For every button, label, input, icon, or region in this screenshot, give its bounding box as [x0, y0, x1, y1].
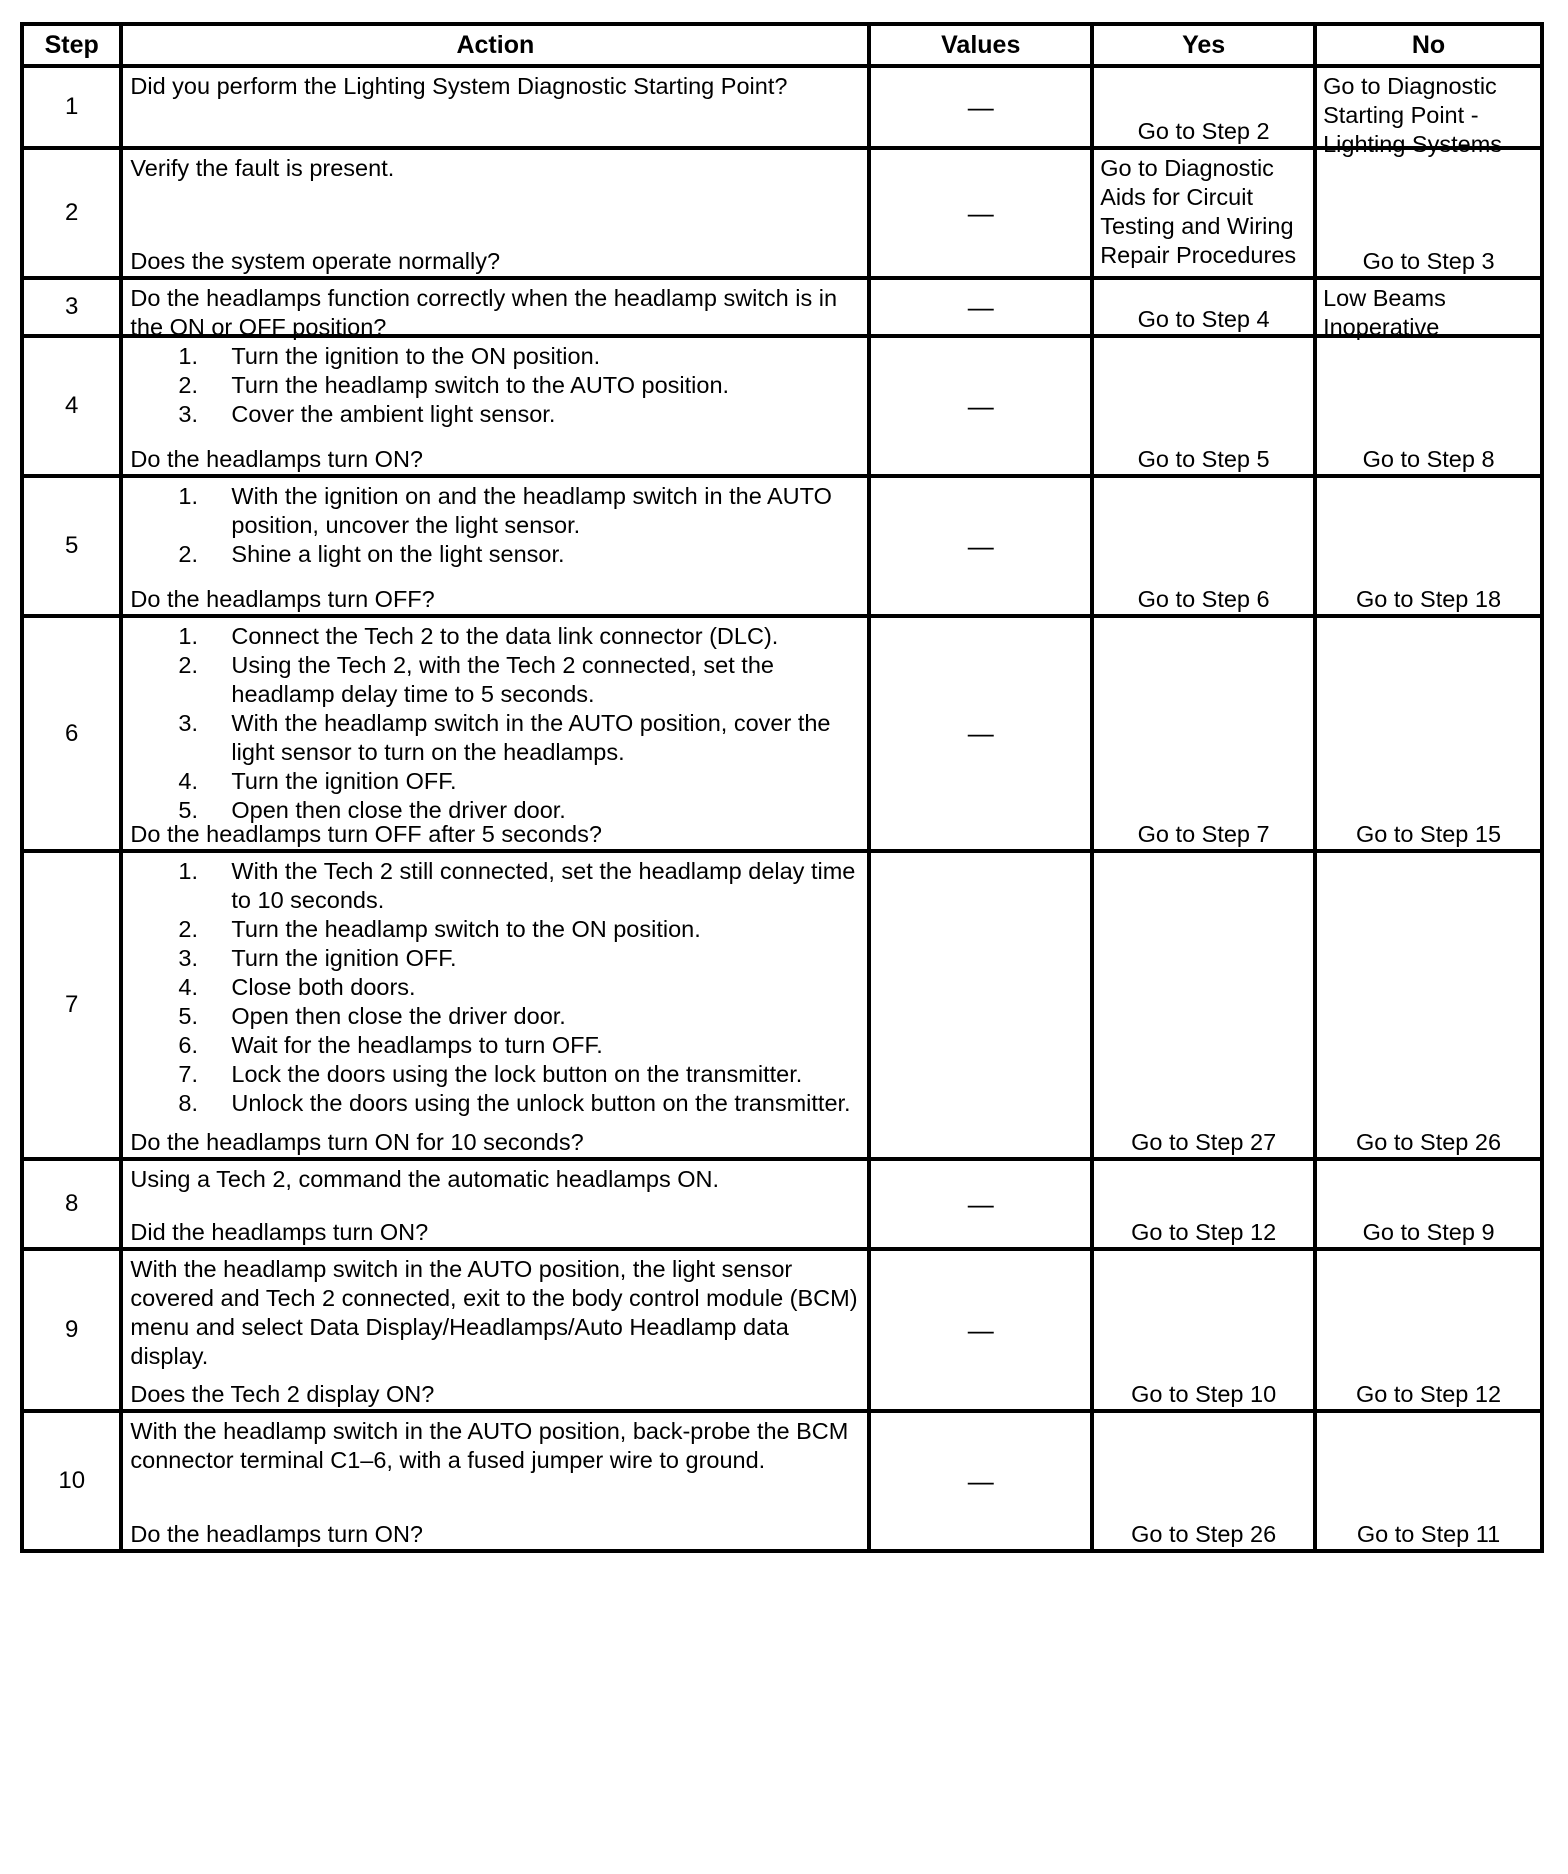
step-number: 1 [22, 66, 121, 148]
action-text [123, 1413, 867, 1549]
header-step: Step [22, 24, 121, 66]
action-step-text: With the Tech 2 still connected, set the headlamp delay time to 10 seconds. [231, 858, 856, 913]
action-question: Does the system operate normally? [130, 248, 501, 274]
step-number: 10 [22, 1411, 121, 1551]
table-row [22, 148, 1542, 278]
action-step-number: 1. [178, 623, 198, 649]
no-cell-text [1317, 1413, 1540, 1549]
values-cell: — [869, 1411, 1092, 1551]
step-number: 6 [22, 616, 121, 851]
action-steps-list [130, 857, 861, 1118]
no-cell-text [1317, 853, 1540, 1157]
action-step-item [178, 915, 861, 944]
values-cell: — [869, 278, 1092, 336]
yes-cell [1092, 476, 1315, 616]
action-step-text: Turn the headlamp switch to the ON position. [231, 916, 701, 942]
action-step-item [178, 857, 861, 915]
no-cell-label: Go to Step 9 [1362, 1219, 1495, 1245]
no-cell [1315, 66, 1542, 157]
action-cell [121, 476, 869, 616]
action-step-item [178, 944, 861, 973]
action-step-item [178, 1002, 861, 1031]
no-cell [1315, 1249, 1542, 1411]
no-cell-label: Go to Step 8 [1362, 446, 1495, 472]
action-step-item [178, 973, 861, 1002]
diagnostic-table-document [20, 22, 1544, 1553]
action-line: Using a Tech 2, command the automatic headlamps ON. [130, 1166, 720, 1192]
action-step-number: 5. [178, 797, 198, 823]
yes-cell [1092, 616, 1315, 851]
action-question: Did the headlamps turn ON? [130, 1219, 429, 1245]
yes-cell [1092, 1249, 1315, 1411]
no-cell [1315, 336, 1542, 476]
table-row [22, 1159, 1542, 1249]
action-step-text: Open then close the driver door. [231, 1003, 566, 1029]
step-number: 9 [22, 1249, 121, 1411]
action-step-item [178, 371, 861, 400]
header-values: Values [869, 24, 1092, 66]
table-row [22, 66, 1542, 148]
table-row [22, 616, 1542, 851]
yes-cell-text [1094, 1251, 1313, 1409]
action-step-text: Shine a light on the light sensor. [231, 541, 565, 567]
action-cell [121, 278, 869, 340]
action-step-number: 8. [178, 1090, 198, 1116]
action-step-item [178, 482, 861, 540]
action-question: Do the headlamps turn ON? [130, 446, 423, 472]
action-step-number: 2. [178, 372, 198, 398]
action-step-text: With the headlamp switch in the AUTO position, cover the light sensor to turn on the headlamps. [231, 710, 831, 765]
action-step-item [178, 1089, 861, 1118]
table-row [22, 1411, 1542, 1551]
action-step-number: 1. [178, 858, 198, 884]
yes-cell-text [1094, 1413, 1313, 1549]
action-text [123, 853, 867, 1157]
action-cell [121, 148, 869, 278]
action-step-item [178, 540, 861, 569]
action-text [123, 478, 867, 614]
action-step-number: 2. [178, 541, 198, 567]
action-text [123, 338, 867, 474]
table-row [22, 476, 1542, 616]
table-row [22, 336, 1542, 476]
table-body [22, 66, 1542, 1551]
yes-cell-label: Go to Step 7 [1137, 821, 1270, 847]
table-header-row [22, 24, 1542, 66]
header-action: Action [121, 24, 869, 66]
action-step-number: 1. [178, 483, 198, 509]
action-step-number: 4. [178, 768, 198, 794]
action-cell [121, 1159, 869, 1249]
action-step-item [178, 1031, 861, 1060]
no-cell-label: Go to Step 12 [1356, 1381, 1502, 1407]
action-question: Do the headlamps turn OFF after 5 seconds? [130, 821, 602, 847]
action-step-number: 7. [178, 1061, 198, 1087]
action-step-text: Connect the Tech 2 to the data link connector (DLC). [231, 623, 779, 649]
values-cell: — [869, 1249, 1092, 1411]
action-step-number: 3. [178, 401, 198, 427]
yes-cell-text [1094, 478, 1313, 614]
action-step-item [178, 767, 861, 796]
table-row [22, 278, 1542, 336]
action-line: Did you perform the Lighting System Diagnostic Starting Point? [130, 73, 788, 99]
yes-cell [1092, 851, 1315, 1159]
header-no: No [1315, 24, 1542, 66]
yes-cell-label: Go to Step 6 [1137, 586, 1270, 612]
yes-cell-label: Go to Step 10 [1131, 1381, 1277, 1407]
yes-cell-text [1094, 853, 1313, 1157]
action-step-number: 5. [178, 1003, 198, 1029]
action-question: Do the headlamps turn ON for 10 seconds? [130, 1129, 584, 1155]
no-cell [1315, 851, 1542, 1159]
no-cell-text: Go to Diagnostic Starting Point - Lighting Systems [1323, 73, 1503, 157]
action-step-text: Turn the ignition to the ON position. [231, 343, 601, 369]
action-text [123, 1161, 867, 1247]
yes-cell-label: Go to Step 27 [1131, 1129, 1277, 1155]
step-number: 2 [22, 148, 121, 278]
no-cell-text [1317, 338, 1540, 474]
action-step-text: Lock the doors using the lock button on the transmitter. [231, 1061, 803, 1087]
yes-cell-text [1094, 68, 1313, 146]
yes-cell [1092, 66, 1315, 148]
yes-cell-label: Go to Step 5 [1137, 446, 1270, 472]
action-step-text: Close both doors. [231, 974, 416, 1000]
yes-cell [1092, 1159, 1315, 1249]
action-step-item [178, 342, 861, 371]
step-number: 7 [22, 851, 121, 1159]
step-number: 5 [22, 476, 121, 616]
action-question: Do the headlamps turn ON? [130, 1521, 423, 1547]
values-cell: — [869, 148, 1092, 278]
action-step-text: Unlock the doors using the unlock button on the transmitter. [231, 1090, 851, 1116]
action-step-item [178, 709, 861, 767]
no-cell [1315, 278, 1542, 340]
action-cell [121, 851, 869, 1159]
yes-cell-label: Go to Step 4 [1137, 306, 1270, 332]
action-cell [121, 1411, 869, 1551]
no-cell-label: Go to Step 15 [1356, 821, 1502, 847]
yes-cell [1092, 336, 1315, 476]
step-number: 3 [22, 278, 121, 336]
action-line: With the headlamp switch in the AUTO position, the light sensor covered and Tech 2 connected, exit to the body control module (BCM) menu and select Data Display/Headlamps/Auto Headlamp data display. [130, 1256, 858, 1369]
action-steps-list [130, 482, 861, 569]
yes-cell-text [1094, 280, 1313, 334]
yes-cell-label: Go to Step 12 [1131, 1219, 1277, 1245]
no-cell [1315, 1411, 1542, 1551]
yes-cell [1092, 1411, 1315, 1551]
no-cell [1315, 476, 1542, 616]
action-step-text: Open then close the driver door. [231, 797, 566, 823]
no-cell-text [1317, 1251, 1540, 1409]
no-cell-text [1317, 150, 1540, 276]
yes-cell [1092, 278, 1315, 336]
action-question: Do the headlamps turn OFF? [130, 586, 435, 612]
action-step-number: 2. [178, 916, 198, 942]
table-row [22, 851, 1542, 1159]
no-cell-text [1317, 1161, 1540, 1247]
values-cell: — [869, 1159, 1092, 1249]
action-text [123, 1251, 867, 1409]
action-cell [121, 336, 869, 476]
values-cell: — [869, 66, 1092, 148]
values-cell: — [869, 336, 1092, 476]
no-cell-text: Low Beams Inoperative [1323, 285, 1446, 340]
action-cell [121, 1249, 869, 1411]
action-cell [121, 616, 869, 851]
no-cell-label: Go to Step 11 [1356, 1521, 1501, 1547]
action-step-number: 4. [178, 974, 198, 1000]
action-line: With the headlamp switch in the AUTO position, back-probe the BCM connector terminal C1–6, with a fused jumper wire to ground. [130, 1418, 849, 1473]
action-text [123, 150, 867, 276]
action-steps-list [130, 342, 861, 429]
no-cell [1315, 148, 1542, 278]
action-line: Do the headlamps function correctly when the headlamp switch is in the ON or OFF position? [130, 285, 838, 340]
no-cell-text [1317, 478, 1540, 614]
action-line: Verify the fault is present. [130, 155, 395, 181]
no-cell-text [1317, 618, 1540, 849]
yes-cell-label: Go to Step 2 [1137, 118, 1270, 144]
action-question: Does the Tech 2 display ON? [130, 1381, 435, 1407]
action-step-number: 6. [178, 1032, 198, 1058]
action-text [123, 618, 867, 849]
no-cell-label: Go to Step 3 [1362, 248, 1495, 274]
yes-cell-text [1094, 338, 1313, 474]
action-text [123, 280, 867, 340]
action-steps-list [130, 622, 861, 825]
action-step-text: Turn the headlamp switch to the AUTO position. [231, 372, 730, 398]
yes-cell-text [1094, 1161, 1313, 1247]
table-row [22, 1249, 1542, 1411]
action-step-text: With the ignition on and the headlamp switch in the AUTO position, uncover the light sensor. [231, 483, 832, 538]
no-cell [1315, 616, 1542, 851]
action-step-text: Cover the ambient light sensor. [231, 401, 556, 427]
action-step-number: 2. [178, 652, 198, 678]
yes-cell-label: Go to Step 26 [1131, 1521, 1277, 1547]
no-cell-label: Go to Step 18 [1356, 586, 1502, 612]
values-cell [869, 851, 1092, 1159]
action-step-item [178, 400, 861, 429]
action-step-text: Turn the ignition OFF. [231, 945, 457, 971]
yes-cell [1092, 148, 1315, 278]
action-step-item [178, 651, 861, 709]
action-step-number: 3. [178, 945, 198, 971]
values-cell: — [869, 616, 1092, 851]
step-number: 8 [22, 1159, 121, 1249]
diagnostic-table [20, 22, 1544, 1553]
header-yes: Yes [1092, 24, 1315, 66]
step-number: 4 [22, 336, 121, 476]
action-step-text: Using the Tech 2, with the Tech 2 connected, set the headlamp delay time to 5 seconds. [231, 652, 774, 707]
no-cell-label: Go to Step 26 [1356, 1129, 1502, 1155]
yes-cell-text [1094, 618, 1313, 849]
yes-cell-text: Go to Diagnostic Aids for Circuit Testing and Wiring Repair Procedures [1100, 155, 1297, 268]
values-cell: — [869, 476, 1092, 616]
action-step-text: Wait for the headlamps to turn OFF. [231, 1032, 603, 1058]
no-cell [1315, 1159, 1542, 1249]
action-step-text: Turn the ignition OFF. [231, 768, 457, 794]
action-cell [121, 66, 869, 148]
action-step-number: 1. [178, 343, 198, 369]
action-text [123, 68, 867, 146]
action-step-item [178, 1060, 861, 1089]
action-step-item [178, 622, 861, 651]
action-step-number: 3. [178, 710, 198, 736]
